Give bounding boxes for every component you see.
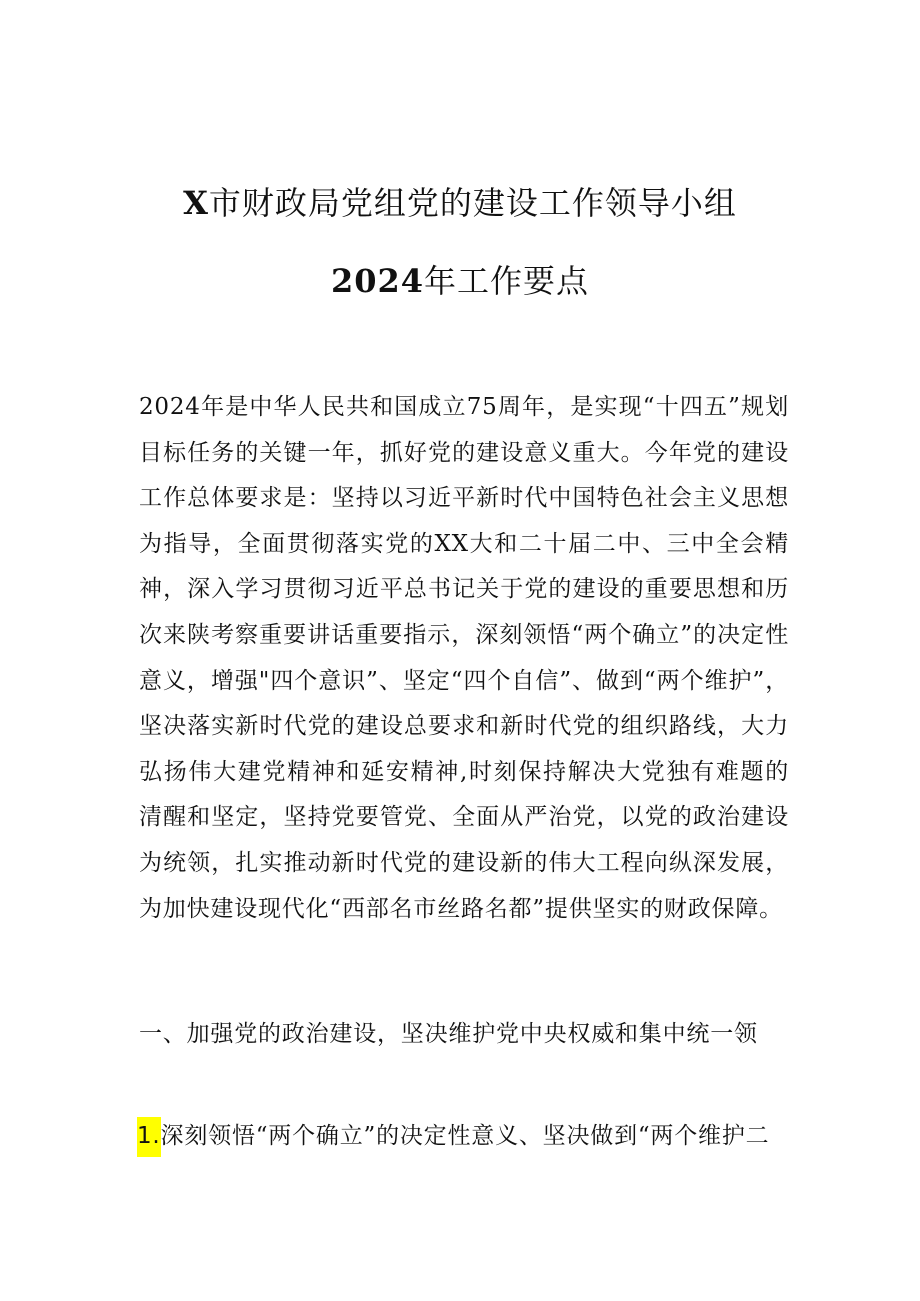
document-title-line-2 — [120, 256, 800, 302]
document-title-line-1 — [120, 178, 800, 224]
title-line-2-text: 年工作要点 — [424, 262, 590, 300]
item-1 — [137, 1114, 817, 1159]
section-1-heading: 一、加强党的政治建设，坚决维护党中央权威和集中统一领 — [139, 1021, 758, 1047]
item-1-number-highlighted: 1. — [137, 1117, 161, 1157]
intro-paragraph: 2024年是中华人民共和国成立75周年，是实现“十四五”规划目标任务的关键一年，抓好党的建设意义重大。今年党的建设工作总体要求是：坚持以习近平新时代中国特色社会主义思想为指导，全面贯彻落实党的XX大和二十届二中、三中全会精神，深入学习贯彻习近平总书记关于党的建设的重要思想和历次来陕考察重要讲话重要指示，深刻领悟“两个确立”的决定性意义，增强"四个意识”、坚定“四个自信”、做到“两个维护”，坚决落实新时代党的建设总要求和新时代党的组织路线，大力弘扬伟大建党精神和延安精神,时刻保持解决大党独有难题的清醒和坚定，坚持党要管党、全面从严治党，以党的政治建设为统领，扎实推动新时代党的建设新的伟大工程向纵深发展，为加快建设现代化“西部名市丝路名都”提供坚实的财政保障。 — [139, 394, 789, 922]
item-1-text: 深刻领悟“两个确立”的决定性意义、坚决做到“两个维护二 — [160, 1123, 770, 1149]
title-line-1-text: 市财政局党组党的建设工作领导小组 — [208, 184, 737, 222]
title-line-1-prefix: X — [183, 184, 209, 222]
title-line-2-prefix: 2024 — [330, 262, 425, 300]
